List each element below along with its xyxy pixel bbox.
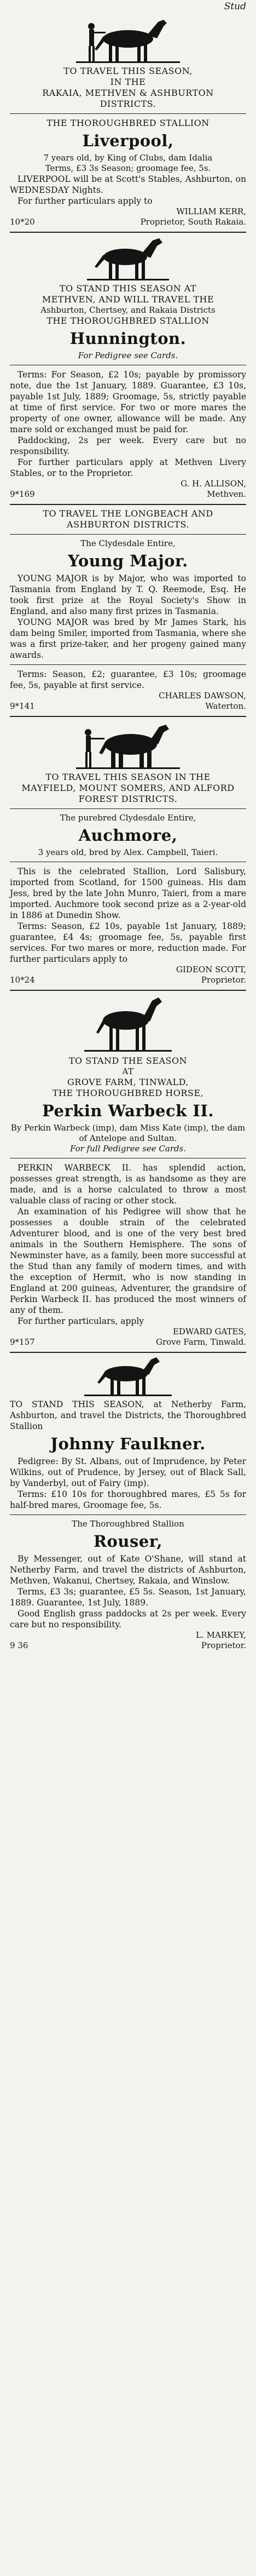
divider bbox=[10, 113, 246, 114]
ad-line: The purebred Clydesdale Entire, bbox=[60, 813, 196, 823]
ad-code: 10*20 bbox=[10, 217, 35, 227]
paragraph: For further particulars apply at Methven Livery Stables, or to the Proprietor. bbox=[10, 457, 246, 478]
paragraph: For further particulars apply to bbox=[18, 196, 153, 206]
owner-address: Proprietor. bbox=[201, 975, 246, 985]
owner-name: EDWARD GATES, bbox=[172, 1327, 246, 1336]
owner-address: Waterton. bbox=[205, 701, 246, 711]
terms: Terms, £3 3s; guarantee, £5 5s. Season, 1st January, 1889. Guarantee, 1st July, 1889. bbox=[10, 1587, 246, 1608]
advert-perkin-warbeck bbox=[10, 994, 246, 1353]
paragraph: Paddocking, 2s per week. Every care but no responsibility. bbox=[10, 435, 246, 456]
ad-code: 9*157 bbox=[10, 1337, 35, 1347]
divider bbox=[10, 534, 246, 535]
ad-line: AT bbox=[122, 1066, 134, 1076]
ad-code: 10*24 bbox=[10, 975, 35, 985]
horse-name: Perkin Warbeck II. bbox=[42, 1101, 214, 1120]
owner-name: L. MARKEY, bbox=[196, 1630, 246, 1640]
horse-name: Johnny Faulkner. bbox=[50, 1435, 206, 1453]
owner-signature bbox=[10, 701, 246, 712]
horse-name: Young Major. bbox=[68, 552, 188, 570]
ad-line: THE THOROUGHBRED STALLION bbox=[46, 118, 210, 128]
owner-signature bbox=[10, 1327, 246, 1337]
horse-with-groom-icon bbox=[76, 14, 180, 65]
owner-signature bbox=[10, 489, 246, 500]
paragraph: Pedigree: By St. Albans, out of Imprudence, by Peter Wilkins, out of Prudence, by Jersey, out of Black Sall, by Vanderbyl, out of Fairy (imp). bbox=[10, 1456, 246, 1488]
ad-line: RAKAIA, METHVEN & ASHBURTON bbox=[42, 88, 214, 98]
paragraph: Good English grass paddocks at 2s per week. Every care but no responsibility. bbox=[10, 1609, 246, 1630]
owner-name: WILLIAM KERR, bbox=[176, 206, 246, 216]
owner-name: CHARLES DAWSON, bbox=[159, 691, 246, 701]
owner-signature bbox=[10, 479, 246, 489]
advert-hunnington bbox=[10, 236, 246, 505]
owner-signature bbox=[10, 206, 246, 217]
horse-name: Auchmore, bbox=[78, 826, 178, 845]
horse-icon bbox=[84, 1356, 172, 1398]
advert-johnny-faulkner bbox=[10, 1356, 246, 1651]
horse-name: Rouser, bbox=[93, 1532, 163, 1551]
divider bbox=[10, 664, 246, 665]
ad-line: The Thoroughbred Stallion bbox=[72, 1519, 184, 1529]
ad-line: TO TRAVEL THE LONGBEACH AND ASHBURTON DISTRICTS. bbox=[43, 508, 213, 530]
ad-line: TO TRAVEL THIS SEASON IN THE bbox=[45, 772, 211, 782]
advert-young-major bbox=[10, 508, 246, 717]
paragraph: For further particulars, apply bbox=[18, 1316, 144, 1326]
paragraph: YOUNG MAJOR is by Major, who was imported to Tasmania from England by T. Q. Reemode, Esq. He took first prize at the Royal Society's Show in England, and also many first prizes in Tasmania. bbox=[10, 573, 246, 616]
ad-line: DISTRICTS. bbox=[100, 99, 156, 109]
horse-pedigree: By Perkin Warbeck (imp), dam Miss Kate (imp), the dam of Antelope and Sultan. bbox=[10, 1123, 246, 1143]
horse-name: Liverpool, bbox=[82, 131, 174, 150]
ad-line: TO STAND THIS SEASON AT bbox=[59, 283, 197, 294]
horse-icon bbox=[87, 236, 169, 282]
ad-line: TO STAND THE SEASON bbox=[68, 1055, 188, 1066]
horse-pedigree: 7 years old, by King of Clubs, dam Idalia bbox=[43, 153, 213, 163]
horse-icon bbox=[84, 994, 172, 1054]
divider bbox=[10, 1514, 246, 1515]
owner-signature bbox=[10, 1630, 246, 1640]
owner-address: Grove Farm, Tinwald. bbox=[156, 1337, 246, 1347]
ad-line: MAYFIELD, MOUNT SOMERS, AND ALFORD FOREST DISTRICTS. bbox=[21, 783, 235, 804]
owner-address: Methven. bbox=[207, 489, 246, 499]
paragraph: By Messenger, out of Kate O'Shane, will stand at Netherby Farm, and travel the districts of Ashburton, Methven, Wakanui, Chertsey, Rakaia, and Winslow. bbox=[10, 1554, 246, 1586]
ad-line: The Clydesdale Entire, bbox=[80, 538, 176, 548]
owner-signature bbox=[10, 1337, 246, 1347]
paragraph: LIVERPOOL will be at Scott's Stables, Ashburton, on WEDNESDAY Nights. bbox=[10, 174, 246, 195]
paragraph: YOUNG MAJOR was bred by Mr James Stark, his dam being Smiler, imported from Tasmania, where she was a first prize-taker, and her progeny gained many awards. bbox=[10, 617, 246, 660]
ad-line: GROVE FARM, TINWALD, bbox=[67, 1077, 189, 1087]
terms: Terms: For Season, £2 10s; payable by promissory note, due the 1st January, 1889. Guarantee, £3 10s, payable 1st July, 1889; Groomage, 5s, strictly payable at time of first service. For two or more mares the property of one owner, allowance will be made. Any mare sold or exchanged must be paid for. bbox=[10, 370, 246, 434]
owner-address: Proprietor, South Rakaia. bbox=[140, 217, 246, 227]
ad-code: 9*141 bbox=[10, 701, 35, 711]
ad-code: 9*169 bbox=[10, 489, 35, 499]
owner-address: Proprietor. bbox=[201, 1640, 246, 1650]
pedigree-note: For Pedigree see Cards. bbox=[78, 351, 178, 360]
paragraph: An examination of his Pedigree will show that he possesses a double strain of the celebrated Adventurer blood, and is one of the very best bred animals in the Southern Hemisphere. The sons of Newminster have, as a family, been more successful at the Stud than any family of modern times, and with the exception of Hermit, who is now standing in England at 200 guineas, Adventurer, the grandsire of Perkin Warbeck II. has produced the most winners of any of them. bbox=[10, 1207, 246, 1315]
paragraph: PERKIN WARBECK II. has splendid action, possesses great strength, is as handsome as they are made, and is a horse calculated to throw a most valuable class of racing or other stock. bbox=[10, 1163, 246, 1206]
ad-line: IN THE bbox=[110, 77, 146, 87]
advert-auchmore bbox=[10, 720, 246, 991]
owner-name: G. H. ALLISON, bbox=[181, 479, 246, 489]
ad-line: METHVEN, AND WILL TRAVEL THE bbox=[42, 294, 214, 305]
ad-line: TO TRAVEL THIS SEASON, bbox=[63, 66, 193, 76]
horse-name: Hunnington. bbox=[69, 329, 187, 348]
ad-line: THE THOROUGHBRED HORSE, bbox=[52, 1088, 204, 1098]
owner-signature bbox=[10, 975, 246, 985]
advert-liverpool bbox=[10, 0, 246, 233]
owner-name: GIDEON SCOTT, bbox=[176, 965, 246, 974]
terms: Terms, £3 3s Season; groomage fee, 5s. bbox=[45, 163, 211, 173]
owner-signature bbox=[10, 691, 246, 701]
owner-signature bbox=[10, 965, 246, 975]
stud-heading: Stud bbox=[224, 1, 246, 12]
divider bbox=[10, 808, 246, 809]
terms: Terms: Season, £2 10s, payable 1st January, 1889; guarantee, £4 4s; groomage fee, 5s, payable first services. For two mares or more, reduction made. For further particulars apply to bbox=[10, 921, 246, 964]
ad-line: THE THOROUGHBRED STALLION bbox=[46, 315, 210, 326]
owner-signature bbox=[10, 217, 246, 227]
terms: Terms: £10 10s for thoroughbred mares, £5 5s for half-bred mares, Groomage fee, 5s. bbox=[10, 1489, 246, 1510]
paragraph: TO STAND THIS SEASON, at Netherby Farm, Ashburton, and travel the Districts, the Thoroughbred Stallion bbox=[10, 1399, 246, 1431]
paragraph: This is the celebrated Stallion, Lord Salisbury, imported from Scotland, for 1500 guineas. His dam Jess, bred by the late John Munro, Taieri, from a mare imported. Auchmore took second prize as a 2-year-old in 1886 at Dunedin Show. bbox=[10, 867, 246, 920]
ad-code: 9 36 bbox=[10, 1640, 28, 1650]
owner-signature bbox=[10, 1640, 246, 1651]
pedigree-note: For full Pedigree see Cards. bbox=[70, 1144, 186, 1154]
ad-line: Ashburton, Chertsey, and Rakaia Districts bbox=[40, 305, 216, 315]
terms: Terms: Season, £2; guarantee, £3 10s; groomage fee, 5s, payable at first service. bbox=[10, 669, 246, 690]
draught-horse-with-groom-icon bbox=[76, 720, 180, 771]
horse-pedigree: 3 years old, bred by Alex. Campbell, Taieri. bbox=[38, 847, 218, 857]
